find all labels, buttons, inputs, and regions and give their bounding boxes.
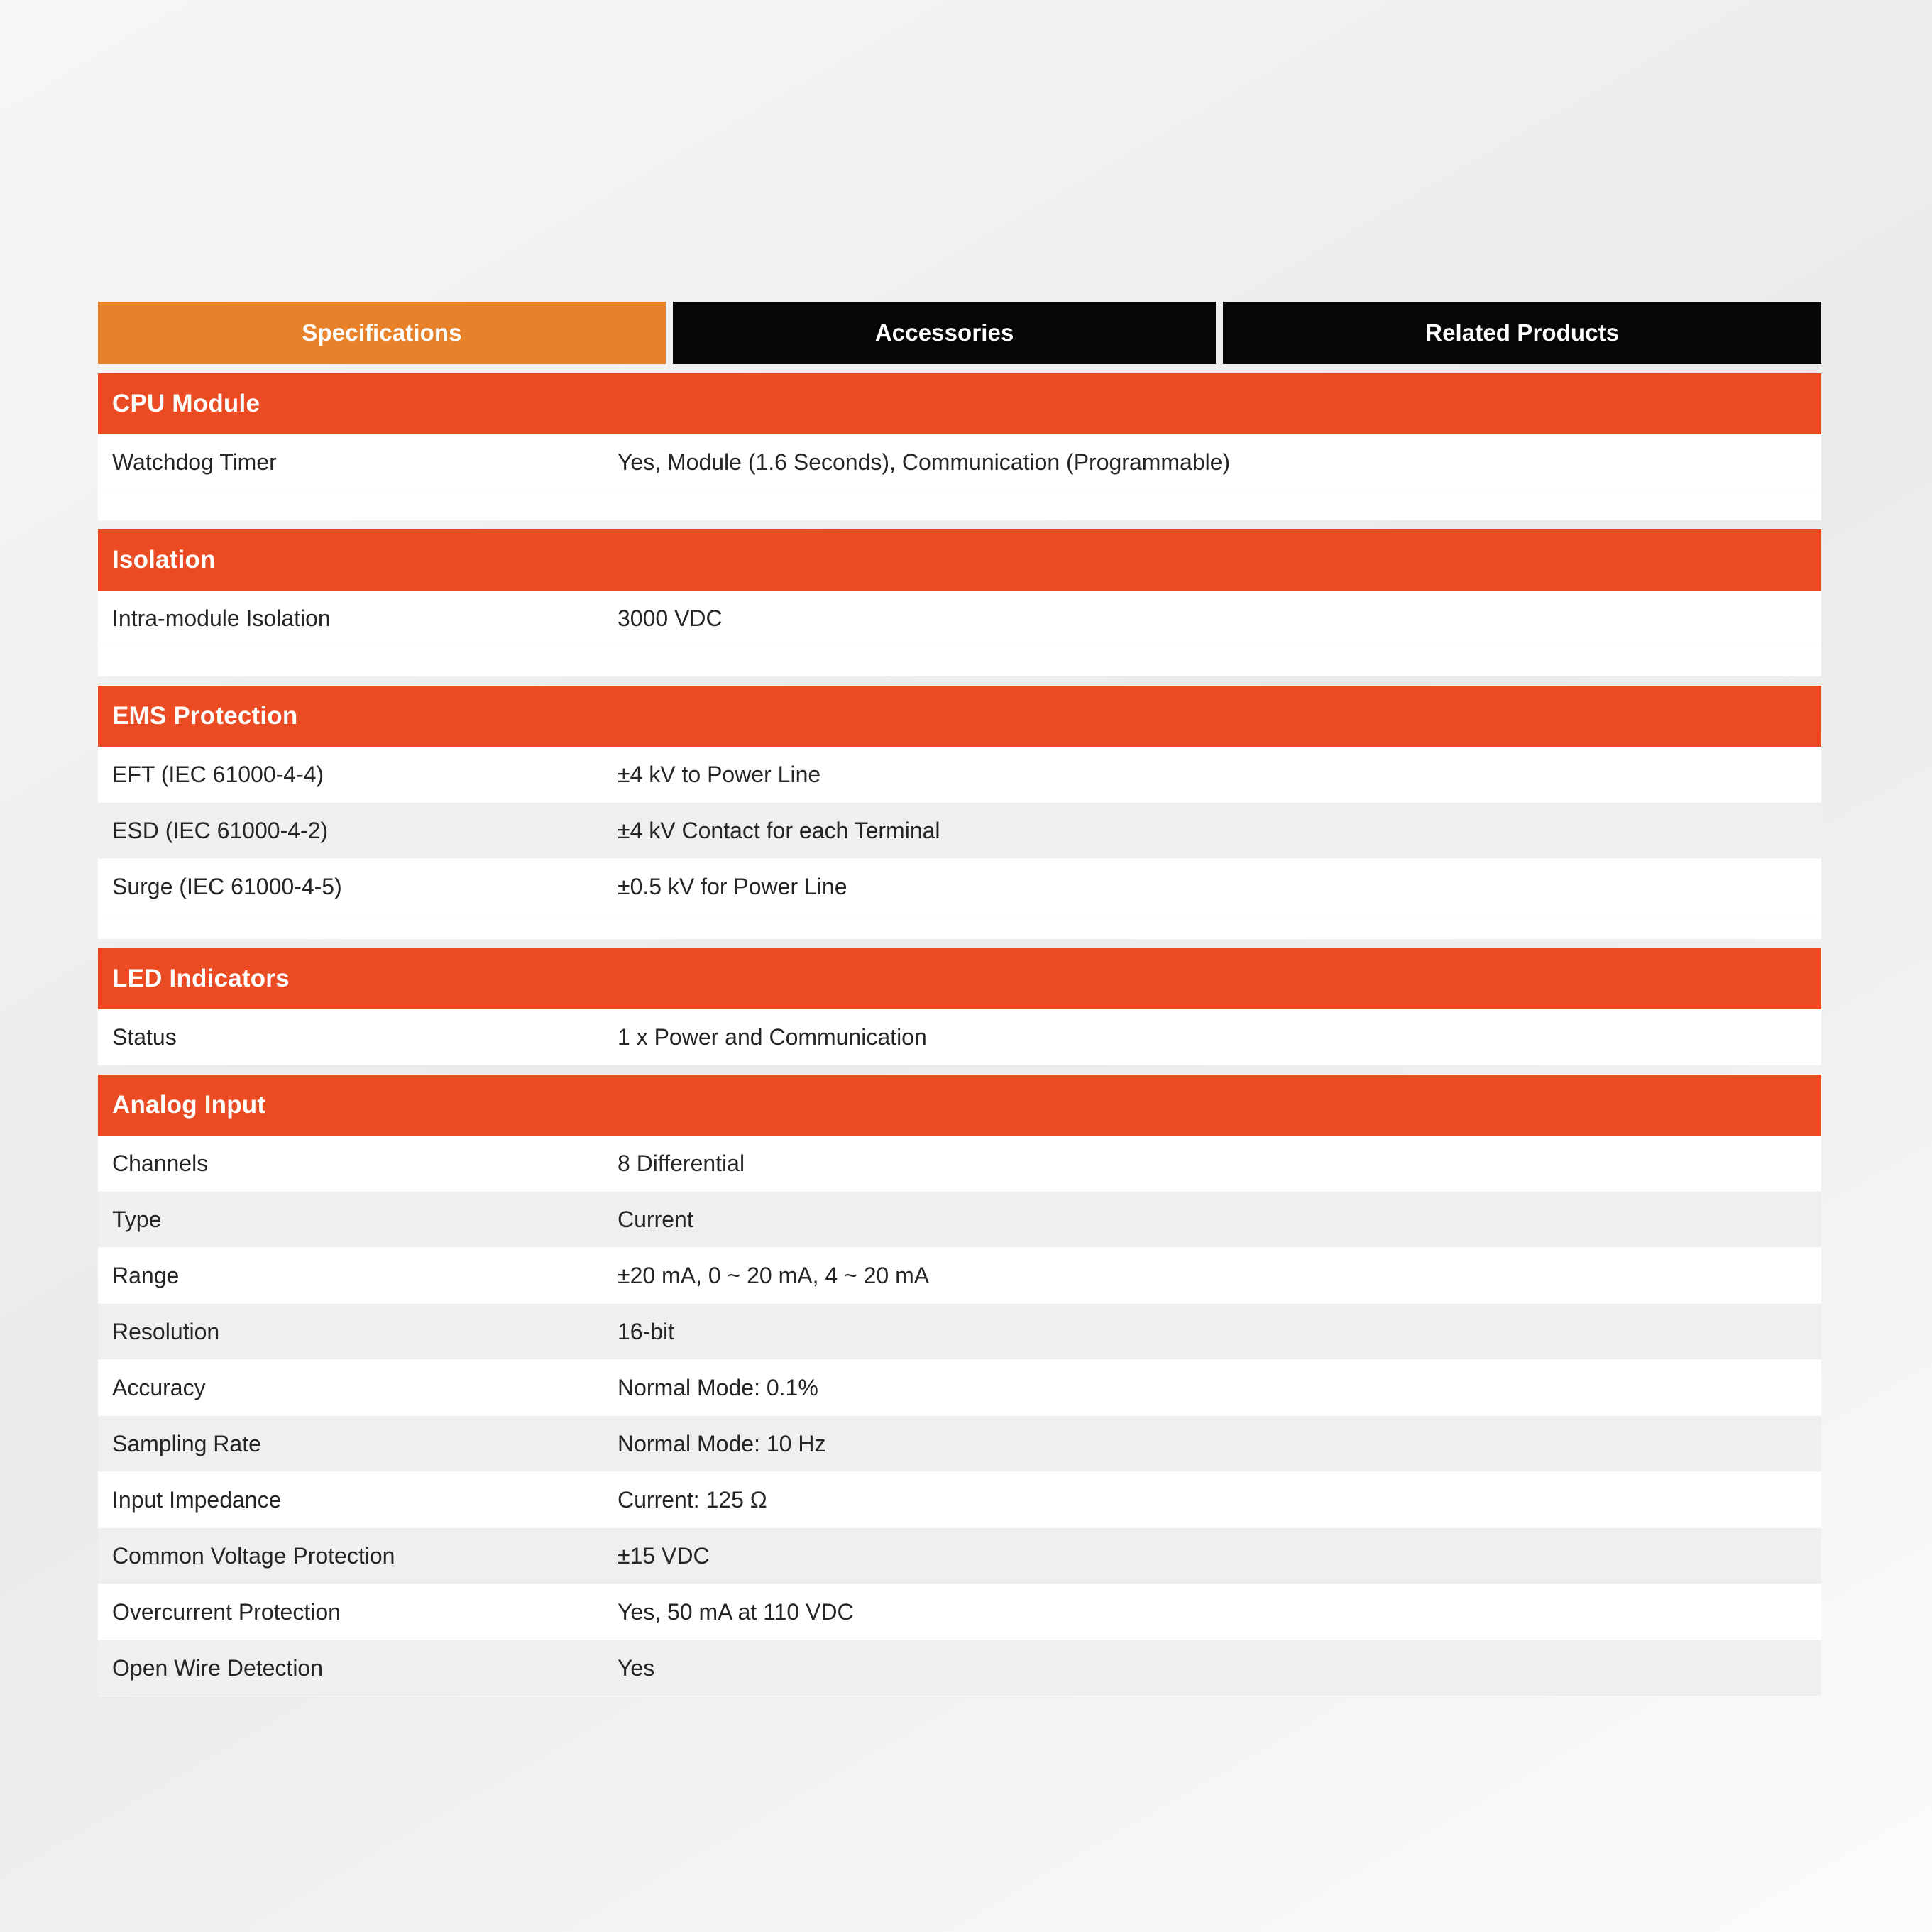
section-header xyxy=(98,1075,1821,1136)
spec-row xyxy=(98,747,1821,803)
spec-row xyxy=(98,1192,1821,1248)
spec-row xyxy=(98,1136,1821,1192)
spec-row-label: Common Voltage Protection xyxy=(112,1542,395,1569)
spec-row xyxy=(98,1472,1821,1528)
spec-row-value: Yes, 50 mA at 110 VDC xyxy=(618,1598,854,1625)
tab-label: Accessories xyxy=(874,319,1014,346)
section-title: CPU Module xyxy=(112,390,260,417)
tab-specifications[interactable] xyxy=(98,302,666,364)
tab-related-products[interactable] xyxy=(1223,302,1821,364)
spec-row-value: Normal Mode: 10 Hz xyxy=(618,1430,826,1456)
spec-row-label: ESD (IEC 61000-4-2) xyxy=(112,817,329,843)
spec-row-value: Yes xyxy=(618,1654,655,1681)
section-rows xyxy=(98,591,1821,647)
spec-row-value: ±15 VDC xyxy=(618,1542,710,1569)
section-header xyxy=(98,948,1821,1009)
spec-row xyxy=(98,1528,1821,1584)
spec-section xyxy=(98,948,1821,1065)
section-title: LED Indicators xyxy=(112,965,290,992)
spec-row-value: 3000 VDC xyxy=(618,605,723,631)
section-rows xyxy=(98,434,1821,490)
section-spacer xyxy=(98,915,1821,939)
spec-row-label: Overcurrent Protection xyxy=(112,1598,341,1625)
spec-section xyxy=(98,373,1821,520)
spec-row-value: ±4 kV Contact for each Terminal xyxy=(618,817,940,843)
spec-row xyxy=(98,1416,1821,1472)
section-rows xyxy=(98,747,1821,915)
spec-row-value: 8 Differential xyxy=(618,1150,745,1176)
spec-section xyxy=(98,529,1821,676)
spec-row xyxy=(98,1584,1821,1640)
section-header xyxy=(98,529,1821,591)
tab-label: Related Products xyxy=(1425,319,1620,346)
spec-section xyxy=(98,686,1821,939)
section-title: Analog Input xyxy=(112,1091,266,1119)
spec-row-label: Accuracy xyxy=(112,1374,206,1400)
product-tab-bar xyxy=(98,302,1821,364)
spec-row-value: ±20 mA, 0 ~ 20 mA, 4 ~ 20 mA xyxy=(618,1262,930,1288)
spec-row xyxy=(98,803,1821,859)
spec-row-label: Open Wire Detection xyxy=(112,1654,324,1681)
spec-row xyxy=(98,1304,1821,1360)
spec-row xyxy=(98,1248,1821,1304)
spec-row-label: Intra-module Isolation xyxy=(112,605,331,631)
section-spacer xyxy=(98,647,1821,676)
spec-row-value: Normal Mode: 0.1% xyxy=(618,1374,818,1400)
spec-row xyxy=(98,591,1821,647)
spec-row-value: ±4 kV to Power Line xyxy=(618,761,821,787)
spec-row xyxy=(98,1640,1821,1696)
tab-accessories[interactable] xyxy=(673,302,1216,364)
spec-row xyxy=(98,1360,1821,1416)
spec-row-label: EFT (IEC 61000-4-4) xyxy=(112,761,324,787)
section-header xyxy=(98,373,1821,434)
section-header xyxy=(98,686,1821,747)
section-title: Isolation xyxy=(112,546,216,573)
tab-label: Specifications xyxy=(302,319,462,346)
spec-row-value: Current: 125 Ω xyxy=(618,1486,767,1513)
spec-row-label: Watchdog Timer xyxy=(112,449,277,475)
section-spacer xyxy=(98,490,1821,520)
spec-row-value: 1 x Power and Communication xyxy=(618,1023,927,1050)
spec-row-value: ±0.5 kV for Power Line xyxy=(618,873,847,899)
spec-row-value: Yes, Module (1.6 Seconds), Communication (Programmable) xyxy=(618,449,1231,475)
spec-row-label: Status xyxy=(112,1023,177,1050)
section-rows xyxy=(98,1009,1821,1065)
spec-row-label: Sampling Rate xyxy=(112,1430,261,1456)
spec-row-label: Type xyxy=(112,1206,162,1232)
specifications-panel xyxy=(98,302,1821,1696)
spec-section xyxy=(98,1075,1821,1696)
section-rows xyxy=(98,1136,1821,1696)
spec-row-value: Current xyxy=(618,1206,693,1232)
spec-row-label: Range xyxy=(112,1262,180,1288)
spec-row-value: 16-bit xyxy=(618,1318,675,1344)
spec-row-label: Input Impedance xyxy=(112,1486,282,1513)
specification-sections xyxy=(98,373,1821,1696)
spec-row-label: Surge (IEC 61000-4-5) xyxy=(112,873,342,899)
spec-row xyxy=(98,859,1821,915)
section-title: EMS Protection xyxy=(112,702,298,730)
spec-row xyxy=(98,1009,1821,1065)
spec-row xyxy=(98,434,1821,490)
spec-row-label: Channels xyxy=(112,1150,209,1176)
spec-row-label: Resolution xyxy=(112,1318,220,1344)
